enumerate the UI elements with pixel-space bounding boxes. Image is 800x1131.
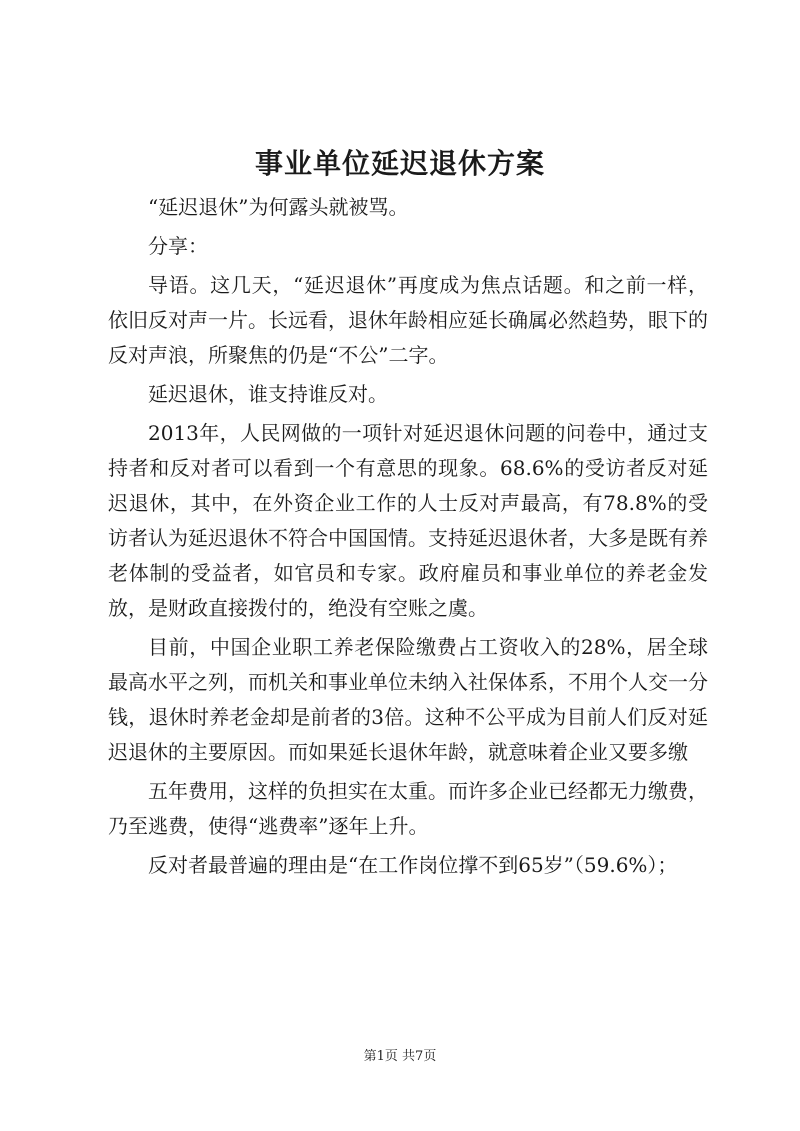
- paragraph: 分享：: [148, 234, 208, 258]
- paragraph: “延迟退休”为何露头就被骂。: [148, 195, 409, 219]
- page-number-footer: 第1页 共7页: [363, 1049, 437, 1064]
- paragraph: 五年费用，这样的负担实在太重。而许多企业已经都无力缴费，乃至逃费，使得“逃费率”逐年上升。: [108, 779, 708, 838]
- paragraph: 反对者最普遍的理由是“在工作岗位撑不到65岁”（59.6%）；: [148, 853, 678, 877]
- document-body: [108, 190, 708, 887]
- paragraph: 导语。这几天，“延迟退休”再度成为焦点话题。和之前一样，依旧反对声一片。长远看，退休年龄相应延长确属必然趋势，眼下的反对声浪，所聚焦的仍是“不公”二字。: [108, 273, 708, 367]
- paragraph: 目前，中国企业职工养老保险缴费占工资收入的28%，居全球最高水平之列，而机关和事业单位未纳入社保体系，不用个人交一分钱，退休时养老金却是前者的3倍。这种不公平成为目前人们反对延迟退休的主要原因。而如果延长退休年龄，就意味着企业又要多缴: [108, 635, 708, 764]
- paragraph: 延迟退休，谁支持谁反对。: [148, 382, 388, 406]
- paragraph: 2013年，人民网做的一项针对延迟退休问题的问卷中，通过支持者和反对者可以看到一个有意思的现象。68.6%的受访者反对延迟退休，其中，在外资企业工作的人士反对声最高，有78.8%的受访者认为延迟退休不符合中国国情。支持延迟退休者，大多是既有养老体制的受益者，如官员和专家。政府雇员和事业单位的养老金发放，是财政直接拨付的，绝没有空账之虞。: [108, 421, 708, 620]
- document-title: 事业单位延迟退休方案: [254, 147, 545, 180]
